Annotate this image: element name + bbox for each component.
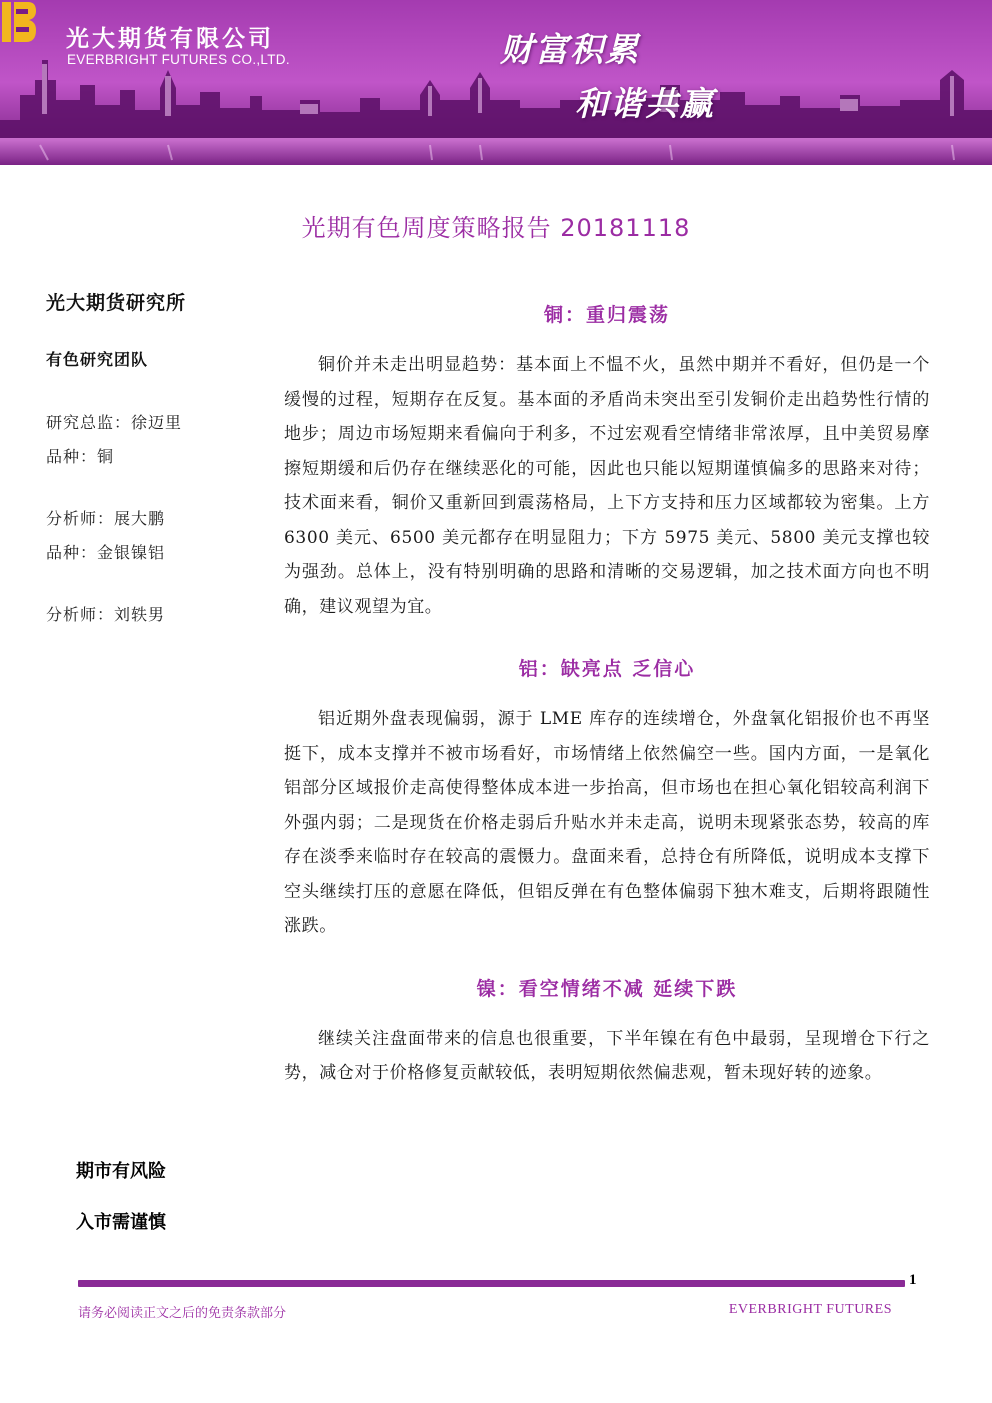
analyst-block — [46, 502, 266, 570]
header-banner — [0, 0, 992, 165]
team-name: 有色研究团队 — [46, 350, 149, 369]
section-body: 继续关注盘面带来的信息也很重要，下半年镍在有色中最弱，呈现增仓下行之势，减仓对于价格修复贡献较低，表明短期依然偏悲观，暂未现好转的迹象。 — [284, 1028, 930, 1083]
risk-warning-line-2: 入市需谨慎 — [76, 1212, 166, 1233]
main-content — [284, 298, 930, 1091]
analyst-role: 分析师：刘轶男 — [46, 605, 166, 624]
slogan-line-1: 财富积累 — [500, 30, 640, 69]
section-heading: 铝：缺亮点 乏信心 — [518, 658, 696, 680]
footer-brand: EVERBRIGHT FUTURES — [728, 1302, 892, 1317]
page-number: 1 — [909, 1272, 917, 1288]
footer-divider — [78, 1280, 905, 1287]
institute-name: 光大期货研究所 — [46, 292, 187, 314]
analyst-product: 品种：金银镍铝 — [46, 543, 166, 562]
disclaimer-text: 请务必阅读正文之后的免责条款部分 — [78, 1306, 287, 1321]
company-name-cn: 光大期货有限公司 — [66, 26, 274, 52]
company-name-en: EVERBRIGHT FUTURES CO.,LTD. — [67, 52, 290, 67]
section-body: 铝近期外盘表现偏弱，源于 LME 库存的连续增仓，外盘氧化铝报价也不再坚挺下，成本支撑并不被市场看好，市场情绪上依然偏空一些。国内方面，一是氧化铝部分区域报价走高使得整体成本进一步抬高，但市场也在担心氧化铝较高利润下外强内弱；二是现货在价格走弱后升贴水并未走高，说明未现紧张态势，较高的库存在淡季来临时存在较高的震慑力。盘面来看，总持仓有所降低，说明成本支撑下空头继续打压的意愿在降低，但铝反弹在有色整体偏弱下独木难支，后期将跟随性涨跌。 — [284, 709, 930, 936]
everbright-logo-icon — [0, 0, 38, 44]
section-nickel — [284, 972, 930, 1091]
analyst-block — [46, 598, 266, 632]
analyst-role: 研究总监：徐迈里 — [46, 413, 183, 432]
analyst-block — [46, 406, 266, 474]
section-heading: 镍：看空情绪不减 延续下跌 — [476, 977, 738, 1000]
section-heading: 铜：重归震荡 — [543, 304, 670, 326]
risk-warning-line-1: 期市有风险 — [76, 1161, 166, 1182]
section-body: 铜价并未走出明显趋势：基本面上不愠不火，虽然中期并不看好，但仍是一个缓慢的过程，短期存在反复。基本面的矛盾尚未突出至引发铜价走出趋势性行情的地步；周边市场短期来看偏向于利多，不过宏观看空情绪非常浓厚，且中美贸易摩擦短期缓和后仍存在继续恶化的可能，因此也只能以短期谨慎偏多的思路来对待；技术面来看，铜价又重新回到震荡格局，上下方支持和压力区域都较为密集。上方 6300 美元、6500 美元都存在明显阻力；下方 5975 美元、5800 美元支撑也较为强劲。总体上，没有特别明确的思路和清晰的交易逻辑，加之技术面方向也不明确，建议观望为宜。 — [284, 355, 930, 617]
report-title: 光期有色周度策略报告 20181118 — [301, 214, 691, 242]
analyst-role: 分析师：展大鹏 — [46, 509, 166, 528]
analyst-product: 品种：铜 — [46, 447, 115, 466]
section-aluminum — [284, 652, 930, 944]
section-copper — [284, 298, 930, 624]
slogan-line-2: 和谐共赢 — [575, 84, 715, 123]
sidebar — [46, 288, 266, 632]
